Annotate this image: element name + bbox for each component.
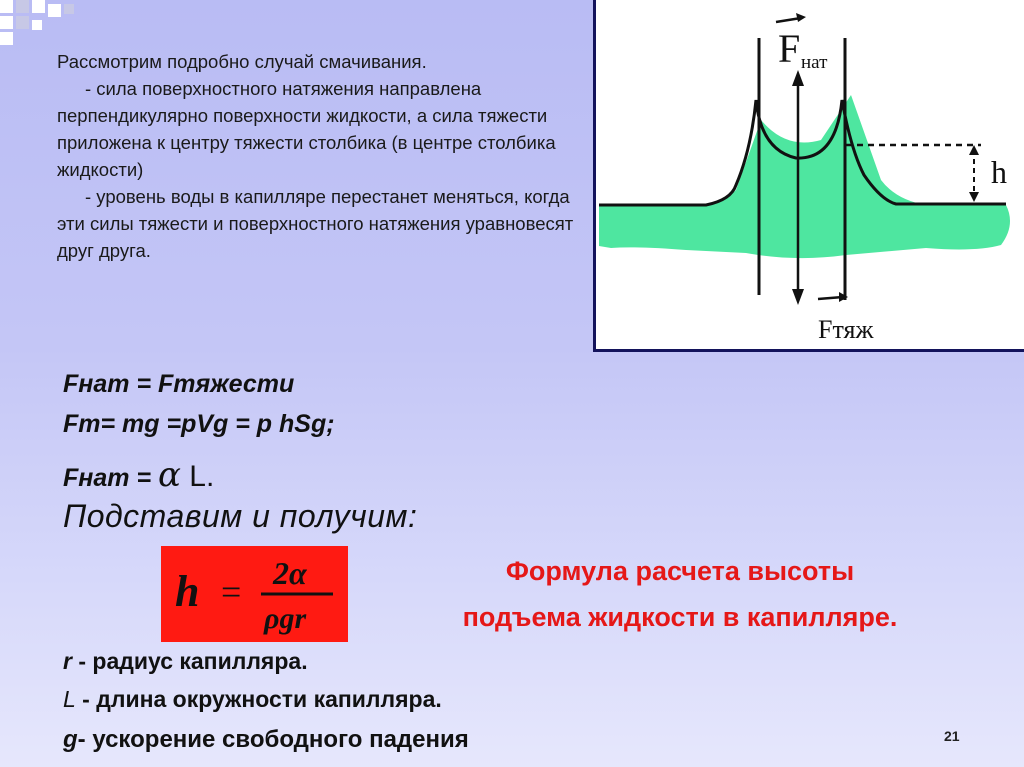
equation-gravity-force: Fm= mg =pVg = p hSg; [63,410,335,438]
formula-caption [360,548,1000,640]
f-top-label: F [778,26,801,71]
intro-line-1: Рассмотрим подробно случай смачивания. [57,51,427,72]
equation-tension-force [63,455,214,495]
equation-force-balance: Fнат = Fтяжести [63,370,295,398]
f-top-subscript: нат [801,52,828,73]
formula-equals: = [221,572,242,612]
substitute-heading: Подставим и получим: [63,498,418,534]
intro-line-3: - уровень воды в капилляре перестанет меняться, когда эти силы тяжести и поверхностного натяжения уравновесят друг друга. [57,186,574,261]
h-arrow-head-down [969,192,979,202]
definition-gravity-text: - ускорение свободного падения [77,726,469,753]
definition-circumference-text: - длина окружности капилляра. [75,686,442,712]
h-arrow-head-up [969,145,979,155]
symbol-r: r [63,648,72,674]
intro-line-2: - сила поверхностного натяжения направлена перпендикулярно поверхности жидкости, а сила тяжести приложена к центру тяжести столбика (в центре столбика жидкости) [57,78,556,180]
arrow-head-down [792,289,804,305]
symbol-g: g [63,726,78,753]
eq3-left: Fнат = [63,464,158,492]
f-bottom-label: Fтяж [818,315,874,344]
formula-denominator: ρgr [264,602,307,635]
symbol-l: L [63,686,76,712]
capillary-diagram-svg [596,0,1024,349]
intro-text [57,48,597,264]
height-formula [161,546,348,642]
definition-circumference [63,686,442,713]
h-label: h [991,154,1007,190]
alpha-symbol: α [158,455,181,495]
height-formula-box [161,546,348,642]
definition-radius-text: - радиус капилляра. [71,648,308,674]
formula-numerator: 2α [273,555,307,591]
page-number: 21 [944,728,960,744]
formula-lhs: h [175,567,200,616]
formula-caption-line-2: подъема жидкости в капилляре. [462,602,898,632]
definition-radius [63,648,308,675]
eq3-right: L. [180,460,215,493]
vector-bar-top-head [796,13,806,22]
formula-caption-line-1: Формула расчета высоты [505,556,855,586]
capillary-diagram [593,0,1024,352]
definition-gravity [63,726,469,754]
liquid-region [599,95,1010,258]
